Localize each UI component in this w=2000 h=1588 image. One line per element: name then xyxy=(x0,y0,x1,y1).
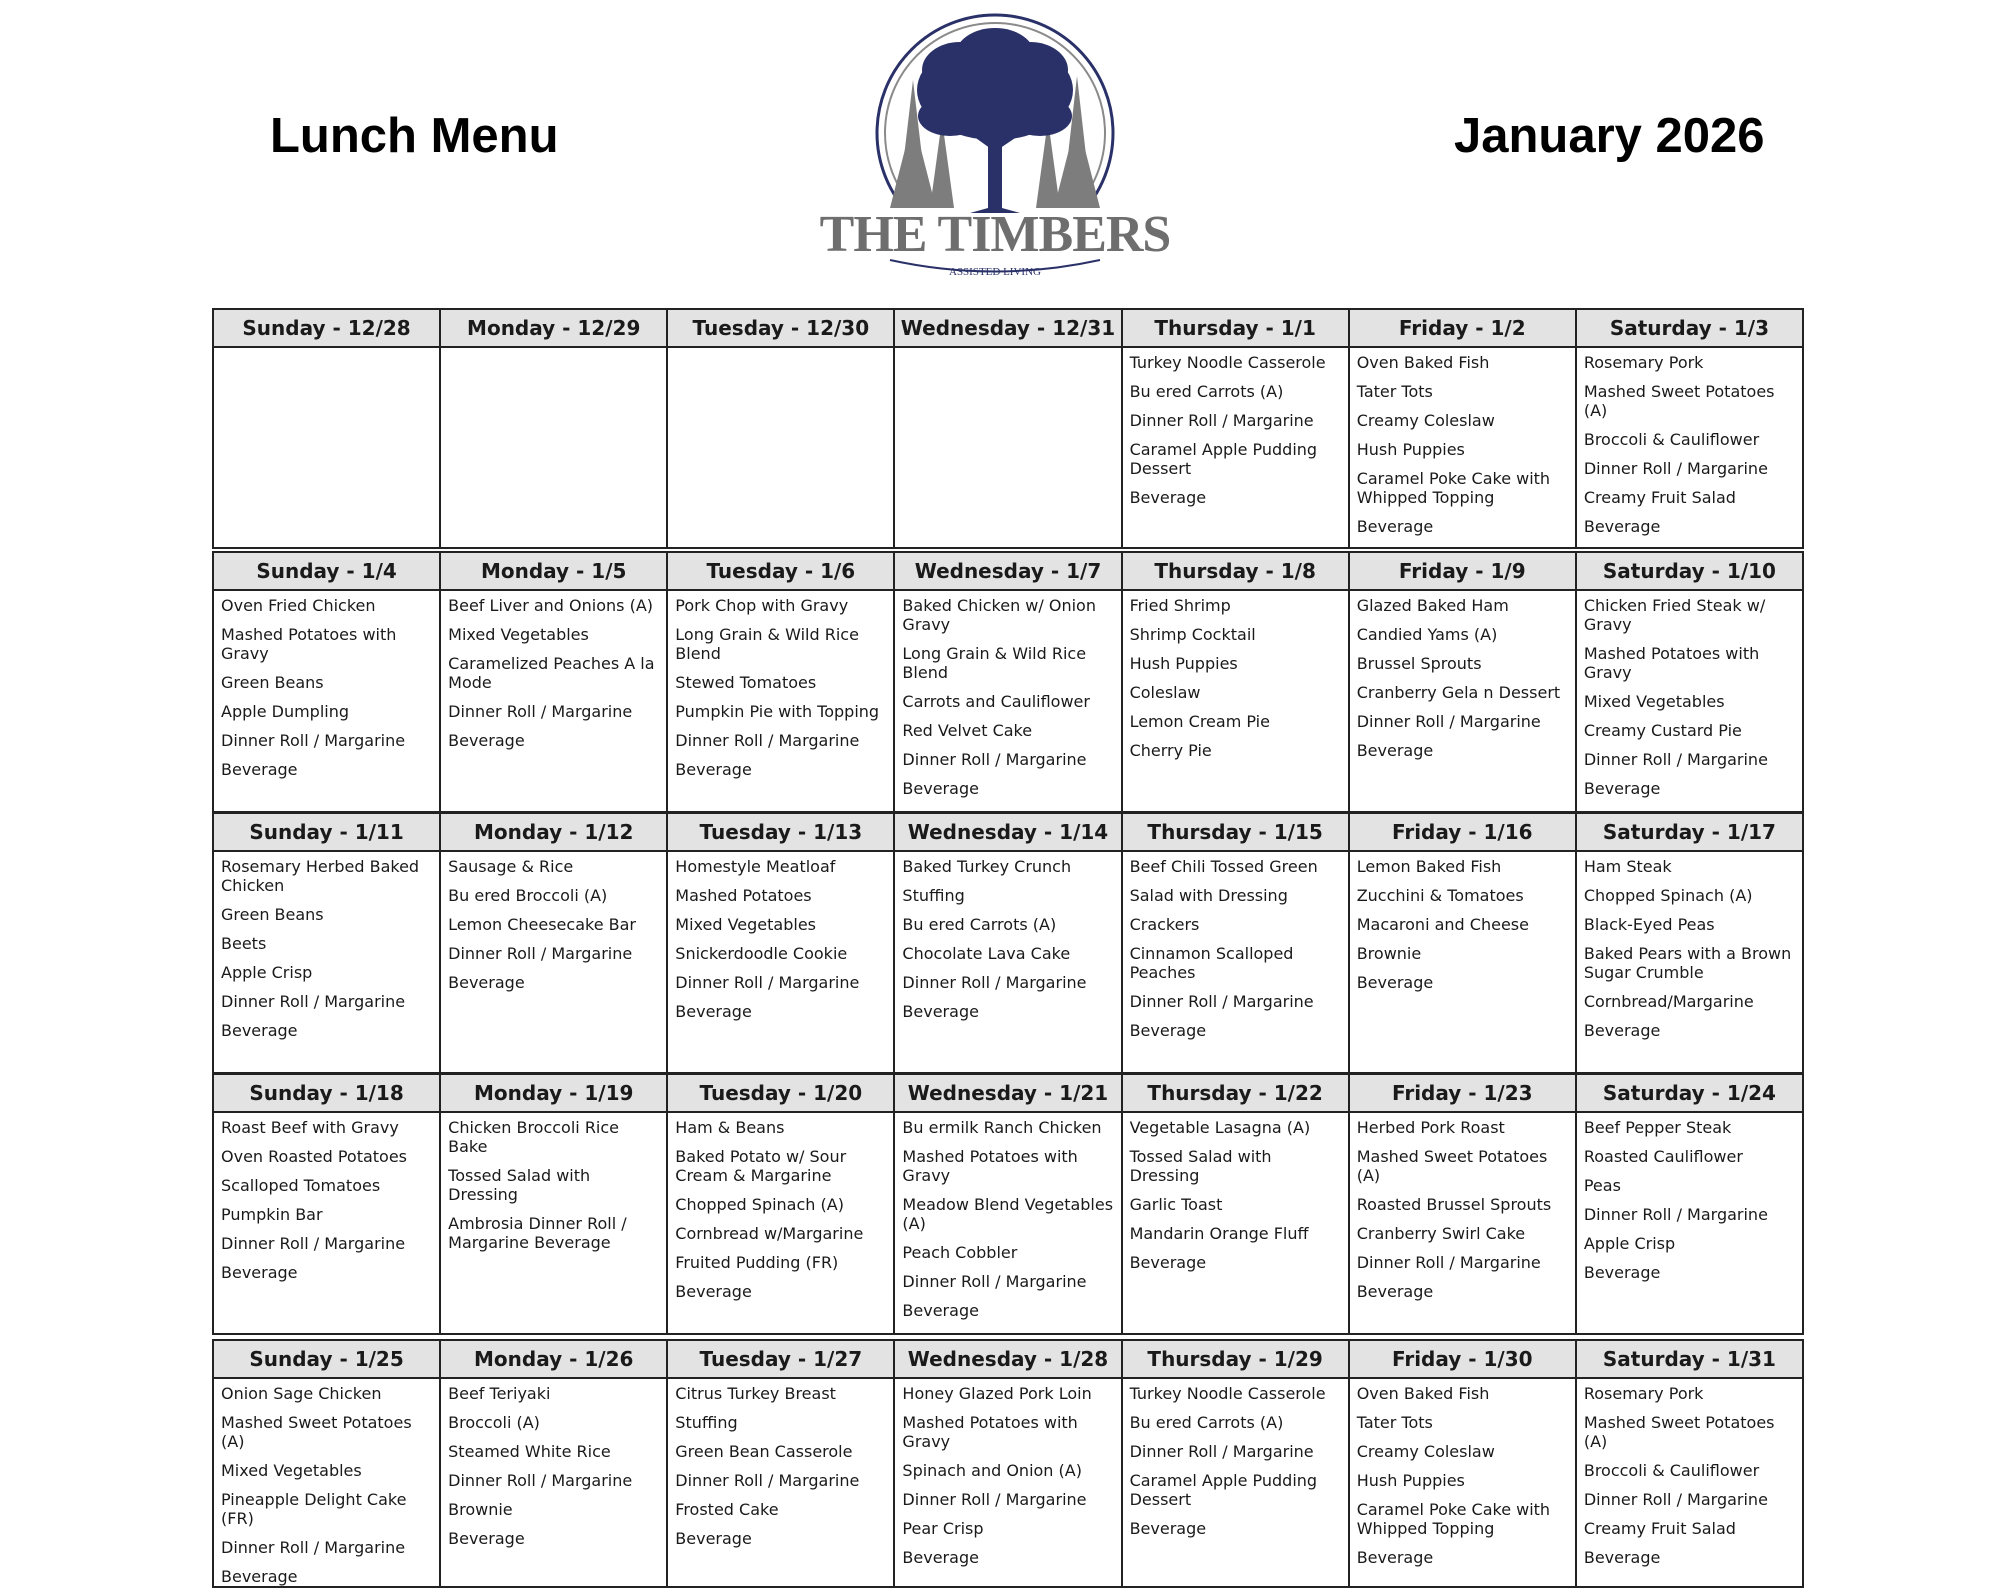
menu-item: Zucchini & Tomatoes xyxy=(1356,886,1524,905)
menu-item: Hush Puppies xyxy=(1129,654,1238,673)
menu-item: Dinner Roll / Margarine xyxy=(1129,411,1314,430)
page-title: Lunch Menu xyxy=(270,109,559,163)
day-header: Wednesday - 1/7 xyxy=(894,552,1121,590)
menu-item: Beverage xyxy=(221,760,298,779)
menu-item: Long Grain & Wild Rice Blend xyxy=(675,625,859,663)
day-menu-cell xyxy=(667,1378,894,1587)
menu-item: Lemon Cheesecake Bar xyxy=(448,915,636,934)
menu-item: Tossed Salad with Dressing xyxy=(1129,1147,1272,1185)
menu-item: Dinner Roll / Margarine xyxy=(902,973,1087,992)
menu-item: Long Grain & Wild Rice Blend xyxy=(902,644,1087,682)
menu-item: Mashed Sweet Potatoes (A) xyxy=(1356,1147,1548,1185)
menu-item: Dinner Roll / Margarine xyxy=(902,1272,1087,1291)
day-menu-cell xyxy=(667,347,894,548)
day-menu-cell xyxy=(1576,1112,1803,1334)
svg-text:THE TIMBERS: THE TIMBERS xyxy=(819,206,1171,263)
day-header: Sunday - 1/11 xyxy=(213,813,440,851)
menu-item: Bu ered Broccoli (A) xyxy=(448,886,608,905)
menu-item: Pumpkin Pie with Topping xyxy=(675,702,880,721)
menu-item: Fruited Pudding (FR) xyxy=(675,1253,839,1272)
menu-item: Dinner Roll / Margarine xyxy=(675,1471,860,1490)
day-menu-cell xyxy=(440,851,667,1073)
day-header: Saturday - 1/24 xyxy=(1576,1074,1803,1112)
menu-item: Beverage xyxy=(902,1301,979,1320)
menu-item: Roast Beef with Gravy xyxy=(221,1118,399,1137)
day-header-row xyxy=(213,1074,1803,1112)
menu-item: Broccoli (A) xyxy=(448,1413,540,1432)
menu-item: Meadow Blend Vegetables (A) xyxy=(902,1195,1114,1233)
menu-item: Mixed Vegetables xyxy=(1583,692,1725,711)
menu-item: Green Bean Casserole xyxy=(675,1442,853,1461)
week-table xyxy=(212,1339,1804,1588)
menu-item: Garlic Toast xyxy=(1129,1195,1223,1214)
menu-item: Apple Crisp xyxy=(1583,1234,1676,1253)
day-menu-cell xyxy=(894,1378,1121,1587)
menu-item: Herbed Pork Roast xyxy=(1356,1118,1505,1137)
menu-item: Beverage xyxy=(1356,1282,1434,1301)
menu-item: Dinner Roll / Margarine xyxy=(1356,712,1541,731)
menu-item: Mashed Potatoes with Gravy xyxy=(902,1413,1078,1451)
menu-item: Stuffing xyxy=(675,1413,738,1432)
menu-item: Beverage xyxy=(1129,1519,1207,1538)
menu-item: Chicken Broccoli Rice Bake xyxy=(448,1118,620,1156)
day-header: Wednesday - 1/14 xyxy=(894,813,1121,851)
week-table xyxy=(212,1073,1804,1335)
menu-item: Chopped Spinach (A) xyxy=(1583,886,1753,905)
day-menu-cell xyxy=(894,1112,1121,1334)
menu-item: Mixed Vegetables xyxy=(675,915,816,934)
day-header: Wednesday - 1/28 xyxy=(894,1340,1121,1378)
menu-item: Broccoli & Cauliflower xyxy=(1583,1461,1760,1480)
menu-item: Oven Roasted Potatoes xyxy=(221,1147,408,1166)
menu-item: Cranberry Swirl Cake xyxy=(1356,1224,1526,1243)
day-menu-cell xyxy=(213,590,440,812)
menu-item: Pork Chop with Gravy xyxy=(675,596,849,615)
menu-item: Creamy Custard Pie xyxy=(1583,721,1742,740)
day-header: Wednesday - 1/21 xyxy=(894,1074,1121,1112)
menu-item: Red Velvet Cake xyxy=(902,721,1033,740)
day-header: Friday - 1/23 xyxy=(1349,1074,1576,1112)
menu-item: Brownie xyxy=(1356,944,1422,963)
timbers-logo xyxy=(819,8,1171,283)
menu-row xyxy=(213,851,1803,1073)
menu-row xyxy=(213,590,1803,812)
menu-item: Caramel Apple Pudding Dessert xyxy=(1129,1471,1318,1509)
menu-item: Beets xyxy=(221,934,267,953)
menu-item: Hush Puppies xyxy=(1356,440,1465,459)
menu-item: Candied Yams (A) xyxy=(1356,625,1498,644)
menu-item: Pear Crisp xyxy=(902,1519,984,1538)
menu-item: Scalloped Tomatoes xyxy=(221,1176,381,1195)
day-menu-cell xyxy=(213,1378,440,1587)
day-header: Sunday - 1/25 xyxy=(213,1340,440,1378)
menu-item: Steamed White Rice xyxy=(448,1442,611,1461)
menu-item: Pumpkin Bar xyxy=(221,1205,323,1224)
menu-item: Beverage xyxy=(1129,488,1207,507)
day-header: Saturday - 1/31 xyxy=(1576,1340,1803,1378)
menu-item: Tater Tots xyxy=(1356,1413,1433,1432)
menu-item: Dinner Roll / Margarine xyxy=(221,1538,406,1557)
menu-item: Honey Glazed Pork Loin xyxy=(902,1384,1092,1403)
day-menu-cell xyxy=(667,851,894,1073)
day-header: Monday - 1/12 xyxy=(440,813,667,851)
menu-item: Caramel Apple Pudding Dessert xyxy=(1129,440,1318,478)
menu-item: Ambrosia Dinner Roll / Margarine Beverage xyxy=(448,1214,627,1252)
day-header: Tuesday - 12/30 xyxy=(667,309,894,347)
menu-item: Fried Shrimp xyxy=(1129,596,1231,615)
month-title: January 2026 xyxy=(1454,109,1765,163)
menu-item: Baked Turkey Crunch xyxy=(902,857,1072,876)
menu-item: Creamy Fruit Salad xyxy=(1583,488,1736,507)
menu-item: Cinnamon Scalloped Peaches xyxy=(1129,944,1294,982)
menu-item: Lemon Baked Fish xyxy=(1356,857,1502,876)
day-header: Tuesday - 1/6 xyxy=(667,552,894,590)
menu-item: Beverage xyxy=(1356,1548,1434,1567)
menu-item: Turkey Noodle Casserole xyxy=(1129,1384,1326,1403)
week-table xyxy=(212,812,1804,1074)
menu-item: Carrots and Cauliflower xyxy=(902,692,1090,711)
menu-item: Bu ermilk Ranch Chicken xyxy=(902,1118,1102,1137)
menu-item: Beverage xyxy=(1356,517,1434,536)
menu-item: Coleslaw xyxy=(1129,683,1201,702)
day-header: Thursday - 1/15 xyxy=(1122,813,1349,851)
menu-item: Chicken Fried Steak w/ Gravy xyxy=(1583,596,1766,634)
menu-item: Creamy Coleslaw xyxy=(1356,411,1495,430)
menu-item: Dinner Roll / Margarine xyxy=(1356,1253,1541,1272)
menu-item: Chocolate Lava Cake xyxy=(902,944,1071,963)
menu-item: Beverage xyxy=(675,1529,752,1548)
menu-item: Oven Baked Fish xyxy=(1356,353,1490,372)
day-header-row xyxy=(213,1340,1803,1378)
menu-item: Cornbread/Margarine xyxy=(1583,992,1754,1011)
menu-item: Dinner Roll / Margarine xyxy=(675,973,860,992)
menu-item: Cornbread w/Margarine xyxy=(675,1224,864,1243)
day-menu-cell xyxy=(440,347,667,548)
day-header: Thursday - 1/8 xyxy=(1122,552,1349,590)
menu-item: Mashed Potatoes xyxy=(675,886,812,905)
menu-item: Beverage xyxy=(1356,973,1434,992)
menu-item: Dinner Roll / Margarine xyxy=(675,731,860,750)
day-menu-cell xyxy=(1122,347,1349,548)
menu-item: Beverage xyxy=(448,1529,525,1548)
day-header: Sunday - 1/4 xyxy=(213,552,440,590)
menu-item: Peach Cobbler xyxy=(902,1243,1018,1262)
day-menu-cell xyxy=(1349,1378,1576,1587)
menu-item: Dinner Roll / Margarine xyxy=(1583,1205,1768,1224)
menu-item: Ham Steak xyxy=(1583,857,1672,876)
day-header: Wednesday - 12/31 xyxy=(894,309,1121,347)
menu-item: Rosemary Pork xyxy=(1583,353,1704,372)
menu-item: Vegetable Lasagna (A) xyxy=(1129,1118,1311,1137)
day-header: Tuesday - 1/20 xyxy=(667,1074,894,1112)
menu-item: Dinner Roll / Margarine xyxy=(1583,1490,1768,1509)
day-menu-cell xyxy=(1349,347,1576,548)
menu-item: Mashed Potatoes with Gravy xyxy=(902,1147,1078,1185)
menu-item: Dinner Roll / Margarine xyxy=(1129,992,1314,1011)
menu-item: Glazed Baked Ham xyxy=(1356,596,1509,615)
menu-item: Dinner Roll / Margarine xyxy=(448,702,633,721)
menu-item: Black-Eyed Peas xyxy=(1583,915,1715,934)
menu-item: Beverage xyxy=(448,731,525,750)
menu-item: Beverage xyxy=(1583,779,1661,798)
menu-item: Beef Chili Tossed Green xyxy=(1129,857,1318,876)
menu-item: Beverage xyxy=(902,1002,979,1021)
day-header: Sunday - 12/28 xyxy=(213,309,440,347)
day-header: Friday - 1/30 xyxy=(1349,1340,1576,1378)
day-header: Friday - 1/16 xyxy=(1349,813,1576,851)
menu-row xyxy=(213,1112,1803,1334)
day-header: Sunday - 1/18 xyxy=(213,1074,440,1112)
menu-item: Cherry Pie xyxy=(1129,741,1212,760)
day-header: Monday - 1/26 xyxy=(440,1340,667,1378)
menu-item: Pineapple Delight Cake (FR) xyxy=(221,1490,407,1528)
day-header: Monday - 1/19 xyxy=(440,1074,667,1112)
menu-item: Stewed Tomatoes xyxy=(675,673,817,692)
menu-item: Spinach and Onion (A) xyxy=(902,1461,1082,1480)
day-header: Thursday - 1/29 xyxy=(1122,1340,1349,1378)
day-header: Tuesday - 1/27 xyxy=(667,1340,894,1378)
menu-item: Mixed Vegetables xyxy=(221,1461,362,1480)
menu-item: Tossed Salad with Dressing xyxy=(448,1166,591,1204)
menu-item: Beverage xyxy=(902,779,979,798)
menu-item: Dinner Roll / Margarine xyxy=(902,750,1087,769)
day-header: Saturday - 1/17 xyxy=(1576,813,1803,851)
menu-item: Roasted Brussel Sprouts xyxy=(1356,1195,1552,1214)
menu-item: Beef Teriyaki xyxy=(448,1384,551,1403)
day-header-row xyxy=(213,813,1803,851)
day-menu-cell xyxy=(667,1112,894,1334)
menu-item: Beverage xyxy=(1583,1548,1661,1567)
menu-item: Rosemary Herbed Baked Chicken xyxy=(221,857,420,895)
day-header: Saturday - 1/3 xyxy=(1576,309,1803,347)
menu-item: Sausage & Rice xyxy=(448,857,574,876)
menu-item: Dinner Roll / Margarine xyxy=(221,731,406,750)
day-menu-cell xyxy=(894,347,1121,548)
menu-item: Caramel Poke Cake with Whipped Topping xyxy=(1356,1500,1551,1538)
menu-row xyxy=(213,347,1803,548)
day-header: Monday - 12/29 xyxy=(440,309,667,347)
menu-item: Frosted Cake xyxy=(675,1500,779,1519)
day-menu-cell xyxy=(1122,851,1349,1073)
menu-item: Mandarin Orange Fluff xyxy=(1129,1224,1309,1243)
menu-item: Peas xyxy=(1583,1176,1621,1195)
menu-item: Bu ered Carrots (A) xyxy=(902,915,1057,934)
menu-item: Beverage xyxy=(1583,517,1661,536)
menu-item: Brussel Sprouts xyxy=(1356,654,1482,673)
menu-item: Homestyle Meatloaf xyxy=(675,857,836,876)
day-header: Monday - 1/5 xyxy=(440,552,667,590)
day-header: Friday - 1/9 xyxy=(1349,552,1576,590)
menu-item: Mashed Potatoes with Gravy xyxy=(221,625,397,663)
menu-item: Beverage xyxy=(1129,1021,1207,1040)
menu-item: Beverage xyxy=(221,1567,298,1586)
menu-item: Cranberry Gela n Dessert xyxy=(1356,683,1561,702)
day-menu-cell xyxy=(213,1112,440,1334)
day-header: Tuesday - 1/13 xyxy=(667,813,894,851)
menu-item: Green Beans xyxy=(221,673,324,692)
menu-item: Tater Tots xyxy=(1356,382,1433,401)
day-menu-cell xyxy=(1122,1378,1349,1587)
menu-item: Hush Puppies xyxy=(1356,1471,1465,1490)
menu-item: Beverage xyxy=(675,760,752,779)
day-menu-cell xyxy=(213,347,440,548)
svg-text:ASSISTED LIVING: ASSISTED LIVING xyxy=(949,266,1041,278)
menu-item: Mixed Vegetables xyxy=(448,625,589,644)
menu-item: Beverage xyxy=(221,1021,298,1040)
menu-item: Oven Baked Fish xyxy=(1356,1384,1490,1403)
day-menu-cell xyxy=(1122,590,1349,812)
menu-item: Caramel Poke Cake with Whipped Topping xyxy=(1356,469,1551,507)
menu-item: Beverage xyxy=(1583,1021,1661,1040)
menu-item: Snickerdoodle Cookie xyxy=(675,944,848,963)
menu-item: Bu ered Carrots (A) xyxy=(1129,382,1284,401)
menu-item: Lemon Cream Pie xyxy=(1129,712,1270,731)
menu-item: Beverage xyxy=(902,1548,979,1567)
menu-item: Onion Sage Chicken xyxy=(221,1384,382,1403)
menu-item: Brownie xyxy=(448,1500,513,1519)
menu-item: Mashed Sweet Potatoes (A) xyxy=(1583,382,1775,420)
menu-item: Dinner Roll / Margarine xyxy=(1129,1442,1314,1461)
menu-item: Apple Crisp xyxy=(221,963,313,982)
day-menu-cell xyxy=(1576,851,1803,1073)
menu-item: Baked Chicken w/ Onion Gravy xyxy=(902,596,1096,634)
menu-item: Beverage xyxy=(1583,1263,1661,1282)
menu-item: Caramelized Peaches A la Mode xyxy=(448,654,655,692)
menu-item: Dinner Roll / Margarine xyxy=(221,992,406,1011)
menu-item: Beverage xyxy=(221,1263,298,1282)
day-header: Thursday - 1/22 xyxy=(1122,1074,1349,1112)
menu-item: Salad with Dressing xyxy=(1129,886,1288,905)
menu-item: Crackers xyxy=(1129,915,1200,934)
menu-item: Rosemary Pork xyxy=(1583,1384,1704,1403)
menu-item: Chopped Spinach (A) xyxy=(675,1195,844,1214)
menu-item: Beverage xyxy=(675,1282,752,1301)
day-menu-cell xyxy=(894,851,1121,1073)
day-menu-cell xyxy=(1349,1112,1576,1334)
menu-item: Broccoli & Cauliflower xyxy=(1583,430,1760,449)
week-table xyxy=(212,551,1804,813)
menu-item: Green Beans xyxy=(221,905,324,924)
day-menu-cell xyxy=(1576,1378,1803,1587)
menu-row xyxy=(213,1378,1803,1587)
day-menu-cell xyxy=(894,590,1121,812)
week-table xyxy=(212,308,1804,549)
day-menu-cell xyxy=(440,1112,667,1334)
menu-item: Beef Liver and Onions (A) xyxy=(448,596,654,615)
day-menu-cell xyxy=(1349,590,1576,812)
menu-item: Apple Dumpling xyxy=(221,702,350,721)
day-menu-cell xyxy=(440,1378,667,1587)
day-header: Thursday - 1/1 xyxy=(1122,309,1349,347)
day-header-row xyxy=(213,552,1803,590)
menu-item: Creamy Fruit Salad xyxy=(1583,1519,1736,1538)
menu-item: Beverage xyxy=(1129,1253,1207,1272)
menu-item: Bu ered Carrots (A) xyxy=(1129,1413,1284,1432)
menu-item: Ham & Beans xyxy=(675,1118,785,1137)
day-menu-cell xyxy=(1576,347,1803,548)
menu-item: Mashed Sweet Potatoes (A) xyxy=(1583,1413,1775,1451)
day-menu-cell xyxy=(213,851,440,1073)
menu-item: Dinner Roll / Margarine xyxy=(1583,459,1768,478)
menu-item: Oven Fried Chicken xyxy=(221,596,376,615)
day-menu-cell xyxy=(1122,1112,1349,1334)
menu-item: Beverage xyxy=(675,1002,752,1021)
menu-item: Dinner Roll / Margarine xyxy=(448,1471,633,1490)
menu-item: Roasted Cauliflower xyxy=(1583,1147,1743,1166)
day-menu-cell xyxy=(440,590,667,812)
menu-item: Baked Potato w/ Sour Cream & Margarine xyxy=(675,1147,847,1185)
menu-item: Turkey Noodle Casserole xyxy=(1129,353,1326,372)
day-menu-cell xyxy=(1349,851,1576,1073)
menu-item: Beverage xyxy=(1356,741,1434,760)
menu-item: Citrus Turkey Breast xyxy=(675,1384,836,1403)
menu-item: Mashed Sweet Potatoes (A) xyxy=(221,1413,412,1451)
day-header-row xyxy=(213,309,1803,347)
menu-item: Dinner Roll / Margarine xyxy=(221,1234,406,1253)
menu-item: Macaroni and Cheese xyxy=(1356,915,1529,934)
menu-item: Dinner Roll / Margarine xyxy=(902,1490,1087,1509)
menu-item: Dinner Roll / Margarine xyxy=(448,944,633,963)
day-menu-cell xyxy=(667,590,894,812)
menu-item: Beef Pepper Steak xyxy=(1583,1118,1732,1137)
menu-item: Beverage xyxy=(448,973,525,992)
menu-item: Mashed Potatoes with Gravy xyxy=(1583,644,1760,682)
day-header: Saturday - 1/10 xyxy=(1576,552,1803,590)
menu-item: Stuffing xyxy=(902,886,965,905)
menu-item: Dinner Roll / Margarine xyxy=(1583,750,1768,769)
menu-item: Shrimp Cocktail xyxy=(1129,625,1256,644)
menu-item: Creamy Coleslaw xyxy=(1356,1442,1495,1461)
day-header: Friday - 1/2 xyxy=(1349,309,1576,347)
day-menu-cell xyxy=(1576,590,1803,812)
menu-item: Baked Pears with a Brown Sugar Crumble xyxy=(1583,944,1792,982)
